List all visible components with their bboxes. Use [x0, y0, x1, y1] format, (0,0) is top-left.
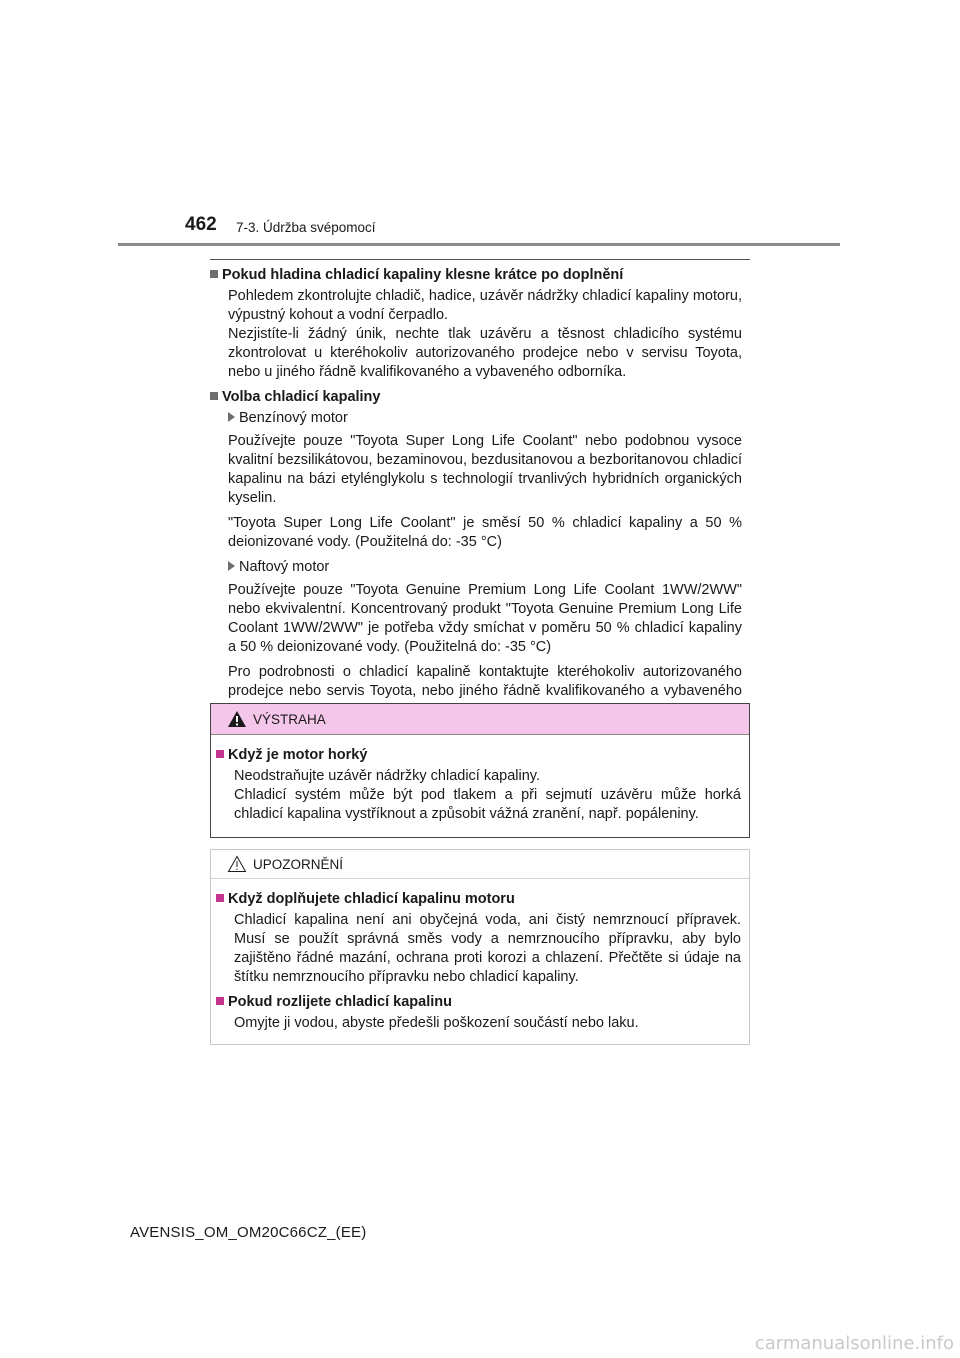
- notice-heading: [216, 993, 741, 1012]
- notice-body: [211, 879, 749, 1033]
- section-heading: [210, 266, 742, 285]
- list-item: [228, 409, 742, 428]
- notice-heading-text: Pokud rozlijete chladicí kapalinu: [228, 994, 452, 1010]
- paragraph: Pohledem zkontrolujte chladič, hadice, uzávěr nádržky chladicí kapaliny motoru, výpustný kohout a vodní čerpadlo.: [228, 288, 742, 323]
- warning-body: [211, 735, 749, 824]
- caution-triangle-icon: [227, 855, 247, 873]
- square-bullet-icon: [210, 392, 218, 400]
- warning-header: [211, 704, 749, 735]
- main-content: [210, 266, 742, 726]
- chapter-title: 7-3. Údržba svépomocí: [236, 220, 376, 235]
- notice-heading: [216, 890, 741, 909]
- square-bullet-icon: [216, 997, 224, 1005]
- square-bullet-icon: [216, 894, 224, 902]
- paragraph: Chladicí kapalina není ani obyčejná voda, ani čistý nemrznoucí přípravek. Musí se použít správná směs vody a nemrznoucího přípravku, aby bylo zajištěno řádné mazání, ochrana proti korozi a chlazení. Přečtěte si údaje na štítku nemrznoucího přípravku nebo chladicí kapaliny.: [234, 912, 741, 985]
- watermark: carmanualsonline.info: [754, 1333, 954, 1354]
- square-bullet-icon: [210, 270, 218, 278]
- paragraph: Nezjistíte-li žádný únik, nechte tlak uzávěru a těsnost chladicího systému zkontrolovat u kteréhokoliv autorizovaného prodejce nebo v servisu Toyota, nebo u jiného řádně kvalifikovaného a vybaveného odborníka.: [228, 326, 742, 380]
- section-heading-text: Pokud hladina chladicí kapaliny klesne krátce po doplnění: [222, 267, 624, 283]
- notice-heading-text: Když doplňujete chladicí kapalinu motoru: [228, 891, 515, 907]
- warning-heading-text: Když je motor horký: [228, 747, 368, 763]
- section-heading-text: Volba chladicí kapaliny: [222, 389, 381, 405]
- page-number: 462: [185, 214, 217, 235]
- warning-triangle-icon: [227, 710, 247, 728]
- notice-header: [211, 850, 749, 879]
- square-bullet-icon: [216, 750, 224, 758]
- warning-heading: [216, 746, 741, 765]
- notice-label: UPOZORNĚNÍ: [253, 856, 344, 872]
- header-rule: [118, 243, 840, 246]
- list-item-text: Naftový motor: [239, 559, 330, 575]
- list-item-text: Benzínový motor: [239, 410, 348, 426]
- triangle-bullet-icon: [228, 412, 235, 422]
- warning-label: VÝSTRAHA: [253, 711, 326, 727]
- content-top-rule: [210, 259, 750, 260]
- paragraph: Neodstraňujte uzávěr nádržky chladicí kapaliny.: [234, 768, 541, 784]
- paragraph: Pro podrobnosti o chladicí kapalině kontaktujte kteréhokoliv autorizovaného prodejce nebo servis Toyota, nebo jiného řádně kvalifikovaného a vybaveného: [228, 664, 742, 699]
- notice-box: [210, 849, 750, 1045]
- section-heading: [210, 388, 742, 407]
- paragraph: Chladicí systém může být pod tlakem a při sejmutí uzávěru může horká chladicí kapalina vystříknout a způsobit vážná zranění, např. popáleniny.: [234, 787, 741, 822]
- list-item: [228, 558, 742, 577]
- triangle-bullet-icon: [228, 561, 235, 571]
- warning-box: [210, 703, 750, 838]
- paragraph: Používejte pouze "Toyota Super Long Life Coolant" nebo podobnou vysoce kvalitní bezsilikátovou, bezaminovou, bezdusitanovou a bezboritanovou chladicí kapalinu na bázi etylénglykolu s technologií trvanlivých hybridních organických kyselin.: [228, 433, 742, 506]
- document-code: AVENSIS_OM_OM20C66CZ_(EE): [130, 1224, 367, 1241]
- paragraph: Používejte pouze "Toyota Genuine Premium Long Life Coolant 1WW/2WW" nebo ekvivalentní. Koncentrovaný produkt "Toyota Genuine Premium Long Life Coolant 1WW/2WW" je potřeba vždy smíchat v poměru 50 % chladicí kapaliny a 50 % deionizované vody. (Použitelná do: -35 °C): [228, 582, 742, 655]
- paragraph: "Toyota Super Long Life Coolant" je směsí 50 % chladicí kapaliny a 50 % deionizované vody. (Použitelná do: -35 °C): [228, 515, 742, 550]
- paragraph: Omyjte ji vodou, abyste předešli poškození součástí nebo laku.: [234, 1015, 639, 1031]
